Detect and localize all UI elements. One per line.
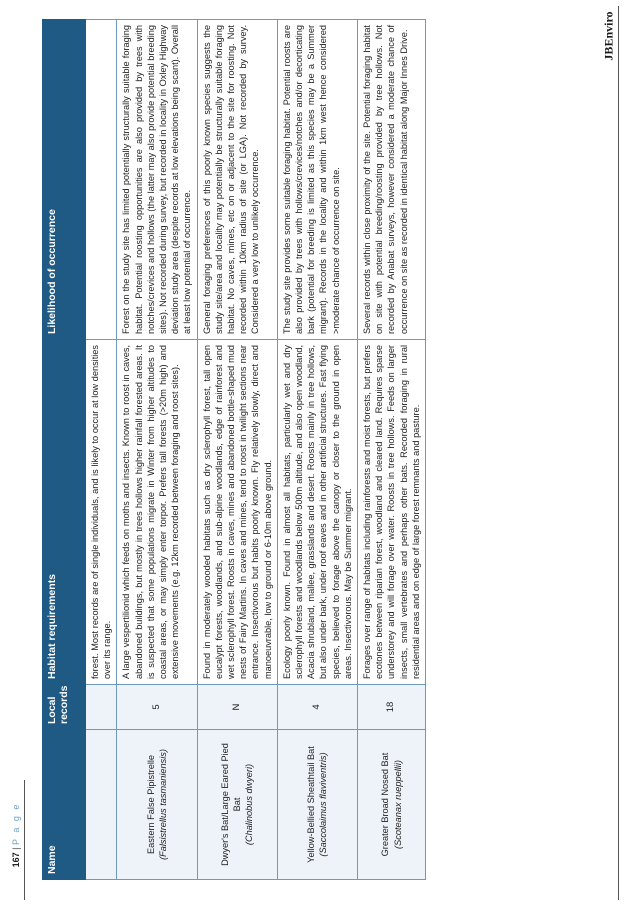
likelihood-cell: Several records within close proximity of the site. Potential foraging habitat on site with potential breeding/roosting provided by tree hollows. Not recorded by Anabat surveys, however considered a moderate chance of occurrence on site as recorded in identical habitat along Major Innes Drive.	[358, 20, 426, 340]
habitat-cell: Forages over range of habitats including rainforests and moist forests, but prefers ecotones between riparian forest, woodland and cleared land. Requires sparse understorey and will forage over water. Roosts in tree hollows. Feeds on larger insects, small vertebrates and perhaps other bats. Recorded foraging in rural residential areas and on edge of large forest remnants and pasture.	[358, 340, 426, 685]
table-row	[197, 20, 277, 880]
footer-rule	[24, 780, 25, 900]
name-cell	[197, 730, 277, 880]
page-number: 167	[11, 852, 21, 868]
common-name: Dwyer's Bat/Large Eared Pied Bat	[219, 743, 243, 866]
column-header-likelihood: Likelihood of occurrence	[43, 20, 86, 340]
column-header-local-records: Local records	[43, 685, 86, 730]
footer-separator: |	[11, 847, 21, 850]
scientific-name: (Saccolaimus flaviventris)	[318, 752, 329, 857]
table-row	[358, 20, 426, 880]
local-records-cell: 4	[277, 685, 357, 730]
habitat-cell: Found in moderately wooded habitats such as dry sclerophyll forest, tall open eucalypt forests, woodlands, and sub-alpine woodlands, edge of rainforest and wet sclerophyll forest. Roosts in caves, mines and abandoned bottle-shaped mud nests of Fairy Martins. In caves and mines, tend to roost in twilight sections near entrance. Insectivorous but habits poorly known. Fly relatively slowly, direct and manoeuvrable, low to ground or 6-10m above ground.	[197, 340, 277, 685]
common-name: Greater Broad Nosed Bat	[380, 752, 391, 857]
header-rule	[618, 6, 619, 900]
name-cell	[86, 730, 117, 880]
local-records-cell: N	[197, 685, 277, 730]
likelihood-cell: Forest on the study site has limited potentially structurally suitable foraging habitat. Potential roosting opportunities are also provided by trees with notches/crevices and hollows (the latter may also provide potential breeding sites). Not recorded during survey, but recorded in locality in Oxley Highway deviation study area (despite records at low elevations being scant). Overall at least low potential of occurrence.	[117, 20, 197, 340]
name-cell	[358, 730, 426, 880]
common-name: Yellow-Bellied Sheathtail Bat	[306, 746, 317, 863]
table-row	[277, 20, 357, 880]
scientific-name: (Scoteanax rueppellii)	[392, 760, 403, 849]
local-records-cell: 5	[117, 685, 197, 730]
habitat-cell: forest. Most records are of single individuals, and is likely to occur at low densities over its range.	[86, 340, 117, 685]
table-row-continued	[86, 20, 117, 880]
scientific-name: (Chalinobus dwyeri)	[244, 763, 255, 846]
column-header-habitat: Habitat requirements	[43, 340, 86, 685]
species-table	[42, 19, 426, 880]
likelihood-cell	[86, 20, 117, 340]
table-header-row	[43, 20, 86, 880]
rotated-table-area	[42, 20, 582, 880]
page-label: P a g e	[11, 802, 21, 845]
page-footer	[6, 770, 26, 900]
column-header-name: Name	[43, 730, 86, 880]
table-row	[117, 20, 197, 880]
likelihood-cell: General foraging preferences of this poorly known species suggests the study site/area and locality may potentially be structurally suitable foraging habitat. No caves, mines, etc on or adjacent to the site for roosting. Not recorded within 10km radius of site (or LGA). Not recorded by survey. Considered a very low to unlikely occurrence.	[197, 20, 277, 340]
scientific-name: (Falsistrellus tasmaniensis)	[158, 749, 169, 860]
common-name: Eastern False Pipistrelle	[145, 754, 156, 855]
local-records-cell	[86, 685, 117, 730]
brand-logo-text: JBEnviro	[601, 11, 616, 61]
name-cell	[277, 730, 357, 880]
habitat-cell: Ecology poorly known. Found in almost all habitats, particularly wet and dry sclerophyll forests and woodlands below 500m altitude, and also open woodland, Acacia shrubland, mallee, grasslands and desert. Roosts mainly in tree hollows, but also under bark, under roof eaves and in other artificial structures. Fast flying species, believed to forage above the canopy or closer to the ground in open areas. Insectivorous. May be Summer migrant.	[277, 340, 357, 685]
habitat-cell: A large vespertilionid which feeds on moths and insects. Known to roost in caves, abandoned buildings, but mostly in trees hollows higher rainfall forested areas. It is suspected that some populations migrate in Winter from higher altitudes to coastal areas, or may simply enter torpor. Prefers tall forests (>20m high) and extensive movements (e.g. 12km recorded between foraging and roost sites).	[117, 340, 197, 685]
likelihood-cell: The study site provides some suitable foraging habitat. Potential roosts are also provided by trees with hollows/crevices/notches and/or decorticating bark (potential for breeding is limited as this species may be a Summer migrant). Records in the locality and within 1km west hence considered >moderate chance of occurrence on site.	[277, 20, 357, 340]
name-cell	[117, 730, 197, 880]
local-records-cell: 18	[358, 685, 426, 730]
